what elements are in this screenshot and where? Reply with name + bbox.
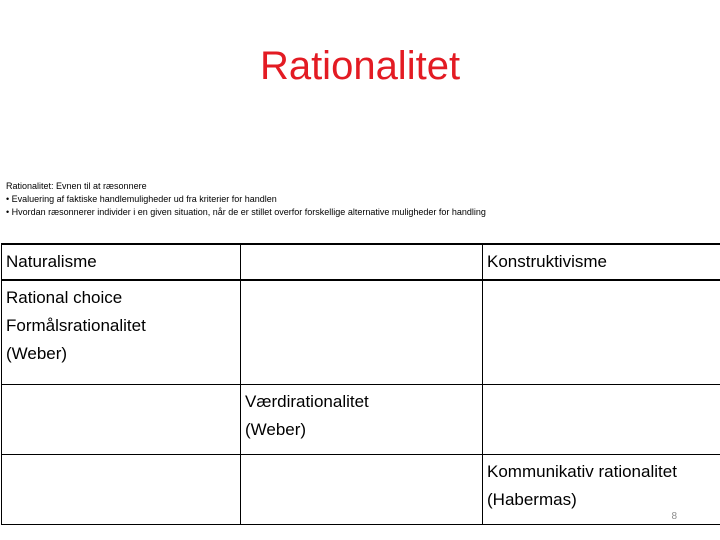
cell-text-line: Rational choice	[6, 288, 123, 307]
header-label-konstruktivisme: Konstruktivisme	[487, 252, 607, 271]
cell-text-line: Værdirationalitet	[245, 391, 369, 411]
header-cell-empty	[241, 244, 483, 280]
table-cell-empty	[241, 280, 483, 384]
table-cell-empty	[2, 384, 241, 454]
table-cell-empty	[483, 384, 720, 454]
table-row	[2, 280, 720, 384]
rationality-table	[1, 243, 720, 525]
table-cell-empty	[2, 454, 241, 524]
cell-kommunikativ-rationalitet	[483, 454, 720, 524]
cell-text-line: Formålsrationalitet	[6, 316, 146, 335]
cell-vaerdirationalitet	[241, 384, 483, 454]
table-cell-empty	[483, 280, 720, 384]
cell-text-line: (Habermas)	[487, 489, 577, 509]
header-cell-konstruktivisme	[483, 244, 720, 280]
header-label-naturalisme: Naturalisme	[6, 252, 97, 271]
table-row	[2, 454, 720, 524]
intro-bullet-evaluation: • Evaluering af faktiske handlemuligheder ud fra kriterier for handlen	[6, 194, 277, 204]
page-number: 8	[671, 511, 677, 522]
cell-text-line: (Weber)	[6, 344, 68, 363]
table-header-row	[2, 244, 720, 280]
intro-bullet-reasoning: • Hvordan ræsonnerer individer i en given situation, når de er stillet overfor forskellige alternative muligheder for handling	[6, 207, 486, 217]
slide-title: Rationalitet	[259, 44, 461, 88]
cell-text-line: (Weber)	[245, 419, 307, 439]
table-row	[2, 384, 720, 454]
intro-definition: Rationalitet: Evnen til at ræsonnere	[6, 181, 147, 191]
cell-text-line: Kommunikativ rationalitet	[487, 461, 677, 481]
cell-rational-choice	[2, 280, 241, 384]
table-cell-empty	[241, 454, 483, 524]
intro-text	[6, 180, 706, 219]
header-cell-naturalisme	[2, 244, 241, 280]
